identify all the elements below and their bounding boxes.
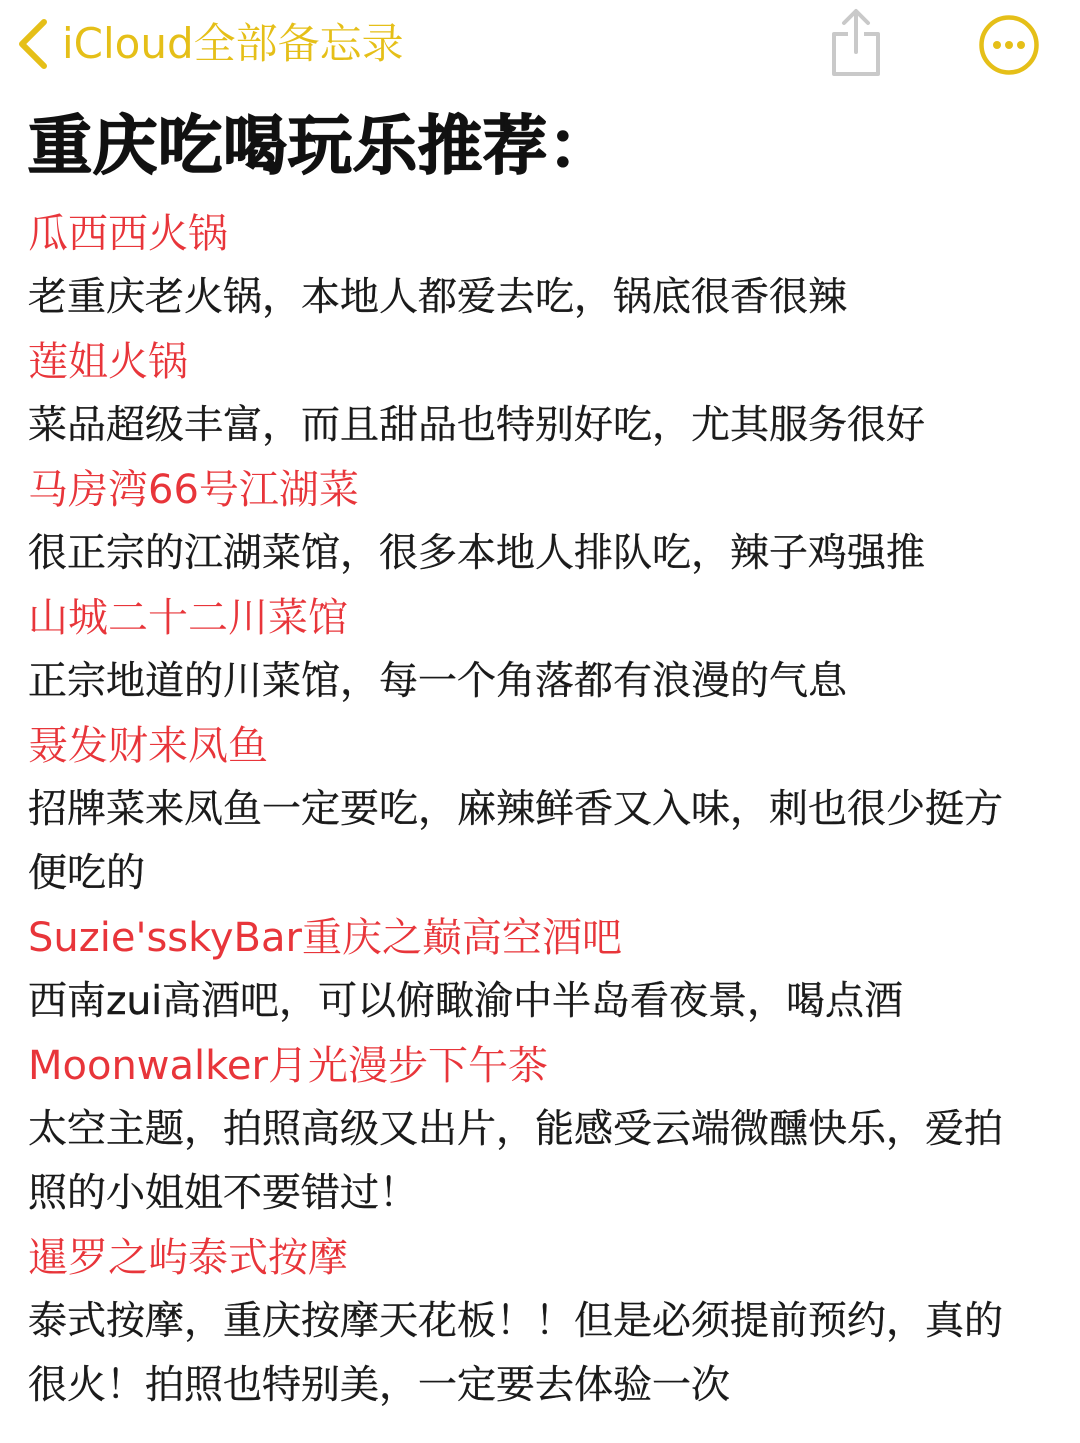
- entry-item: [28, 586, 1058, 714]
- entry-description: 泰式按摩，重庆按摩天花板！！但是必须提前预约，真的很火！拍照也特别美，一定要去体验一次: [28, 1299, 1004, 1408]
- entry-description: 老重庆老火锅，本地人都爱去吃，锅底很香很辣: [28, 275, 848, 320]
- back-button[interactable]: [14, 14, 404, 74]
- entry-item: [28, 330, 1058, 458]
- entry-description: 正宗地道的川菜馆，每一个角落都有浪漫的气息: [28, 659, 848, 704]
- chevron-left-icon: [14, 18, 50, 70]
- note-title: 重庆吃喝玩乐推荐：: [28, 110, 613, 184]
- entry-list: [28, 202, 1058, 1418]
- entry-item: [28, 458, 1058, 586]
- entry-item: [28, 906, 1058, 1034]
- more-icon: [978, 14, 1040, 76]
- entry-description: 太空主题，拍照高级又出片，能感受云端微醺快乐，爱拍照的小姐姐不要错过！: [28, 1107, 1004, 1216]
- share-button[interactable]: [826, 6, 886, 78]
- back-button-label: iCloud全部备忘录: [62, 19, 404, 68]
- entry-name: 聂发财来凤鱼: [28, 723, 268, 769]
- more-options-button[interactable]: [978, 14, 1040, 76]
- entry-name: 马房湾66号江湖菜: [28, 467, 359, 513]
- navigation-bar: [0, 0, 1080, 92]
- entry-item: [28, 714, 1058, 906]
- entry-description: 菜品超级丰富，而且甜品也特别好吃，尤其服务很好: [28, 403, 926, 448]
- entry-name: 莲姐火锅: [28, 339, 188, 385]
- entry-item: [28, 1226, 1058, 1418]
- entry-description: 很正宗的江湖菜馆，很多本地人排队吃，辣子鸡强推: [28, 531, 926, 576]
- entry-name: 暹罗之屿泰式按摩: [28, 1235, 348, 1281]
- entry-description: 招牌菜来凤鱼一定要吃，麻辣鲜香又入味，刺也很少挺方便吃的: [28, 787, 1004, 896]
- entry-name: Moonwalker月光漫步下午茶: [28, 1043, 548, 1089]
- share-icon: [826, 6, 886, 78]
- entry-name: 瓜西西火锅: [28, 211, 228, 257]
- entry-item: [28, 202, 1058, 330]
- note-body[interactable]: [28, 104, 1058, 1418]
- entry-name: Suzie'sskyBar重庆之巅高空酒吧: [28, 915, 622, 961]
- entry-item: [28, 1034, 1058, 1226]
- entry-name: 山城二十二川菜馆: [28, 595, 348, 641]
- entry-description: 西南zui高酒吧，可以俯瞰渝中半岛看夜景，喝点酒: [28, 979, 904, 1024]
